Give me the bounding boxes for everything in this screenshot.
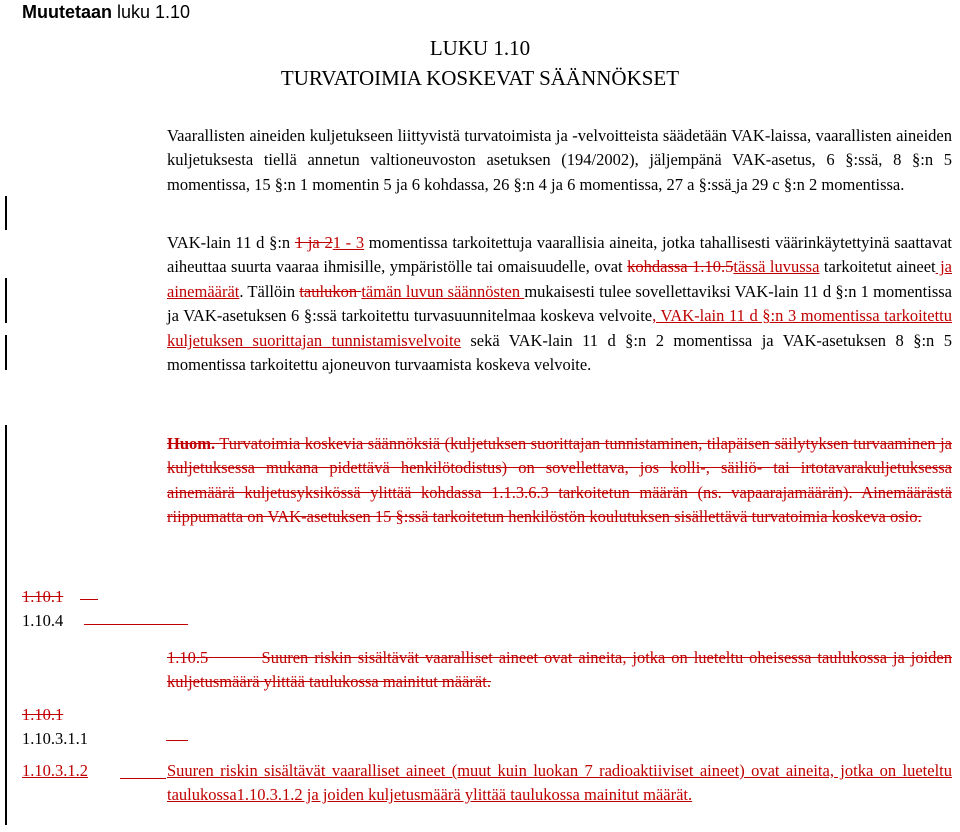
margin-number-inserted: 1.10.3.1.2 — [22, 761, 88, 780]
margin-number-deleted: 1.10.1 — [22, 705, 64, 724]
change-bar — [5, 278, 7, 323]
amendment-target: luku 1.10 — [112, 2, 191, 22]
deleted-text: 1 ja 2 — [294, 233, 333, 252]
deleted-text: taulukon — [299, 281, 362, 301]
deleted-text: kohdassa 1.10.5 — [627, 257, 734, 277]
inserted-text: tässä luvussa — [733, 257, 820, 277]
section-number: 1.10.5 — [167, 648, 209, 667]
note-label: Huom. — [167, 434, 216, 453]
intro-paragraph — [167, 124, 952, 197]
chapter-number: LUKU 1.10 — [429, 36, 531, 60]
note-text: Turvatoimia koskevia säännöksiä (kuljetuksen suorittajan tunnistaminen, tilapäisen säilytyksen turvaaminen ja kuljetuksessa mukana pidettävä henkilötodistus) on sovellettava, jos kolli-, säiliö- tai irtotavarakuljetuksessa ainemäärä kuljetusyksikössä ylittää kohdassa 1.1.3.6.3 tarkoitetun määrän (ns. vapaarajamäärän). Ainemäärästä riippumatta on VAK-asetuksen 15 §:ssä tarkoitetun henkilöstön koulutuksen sisällettävä turvatoimia koskeva osio. — [167, 434, 952, 527]
deletion-rule — [80, 599, 98, 600]
section-1105 — [167, 646, 952, 695]
section-text: Suuren riskin sisältävät vaaralliset aineet ovat aineita, jotka on lueteltu oheisessa taulukossa ja joiden kuljetusmäärä ylittää taulukossa mainitut määrät. — [167, 648, 953, 692]
deletion-rule — [166, 740, 188, 741]
deletion-rule — [84, 624, 188, 625]
vak-paragraph: VAK-lain 11 d §:n 1 ja 21 - 3 momentissa tarkoitettuja vaarallisia aineita, jotka tahallisesti väärinkäytettyinä saattavat aiheuttaa suurta vaaraa ihmisille, ympäristölle tai omaisuudelle, ovat kohdassa 1.10.5tässä luvussa tarkoitetut aineet ja ainemäärät. Tällöin taulukon tämän luvun säännösten mukaisesti tulee sovellettaviksi VAK-lain 11 d §:n 1 momentissa ja VAK-asetuksen 6 §:ssä tarkoitettu turvasuunnitelmaa koskeva velvoite, VAK-lain 11 d §:n 3 momentissa tarkoitettu kuljetuksen suorittajan tunnistamisvelvoite sekä VAK-lain 11 d §:n 2 momentissa ja VAK-asetuksen 8 §:n 5 momentissa tarkoitettu ajoneuvon turvaamista koskeva velvoite. — [167, 233, 952, 375]
inserted-text: 1 - 3 — [332, 233, 365, 252]
margin-number: 1.10.4 — [22, 611, 64, 630]
change-bar — [5, 196, 7, 230]
margin-number-deleted: 1.10.1 — [22, 587, 64, 606]
inserted-text: tämän luvun säännösten — [361, 281, 525, 301]
insertion-rule — [120, 778, 166, 779]
intro-end: ja 29 c §:n 2 momentissa. — [735, 174, 905, 194]
amendment-label: Muutetaan — [22, 2, 112, 22]
change-bar — [5, 425, 7, 825]
change-bar — [5, 335, 7, 370]
section-103 — [167, 759, 952, 808]
intro-text: Vaarallisten aineiden kuljetukseen liittyvistä turvatoimista ja -velvoitteista säädetään VAK-laissa, vaarallisten aineiden kuljetuksesta tiellä annetun valtioneuvoston asetuksen (194/2002), jäljempänä VAK-asetus, 6 §:ssä, 8 §:n 5 momentissa, 15 §:n 1 momentin 5 ja 6 kohdassa, 26 §:n 4 ja 6 momentissa, 27 a §:ssä — [167, 126, 952, 194]
inserted-text: , VAK-lain 11 d §:n 3 momentissa tarkoitettu kuljetuksen suorittajan tunnistamisvelvoite — [167, 306, 952, 350]
inserted-text: ja ainemäärät — [167, 257, 952, 301]
section-text: Suuren riskin sisältävät vaaralliset aineet (muut kuin luokan 7 radioaktiiviset aineet) ovat aineita, jotka on lueteltu taulukossa1.10.3.1.2 ja joiden kuljetusmäärä ylittää taulukossa mainitut määrät. — [167, 761, 952, 805]
amendment-note — [22, 2, 190, 23]
chapter-title: TURVATOIMIA KOSKEVAT SÄÄNNÖKSET — [280, 66, 680, 90]
note-paragraph — [167, 432, 952, 530]
margin-number: 1.10.3.1.1 — [22, 729, 88, 748]
